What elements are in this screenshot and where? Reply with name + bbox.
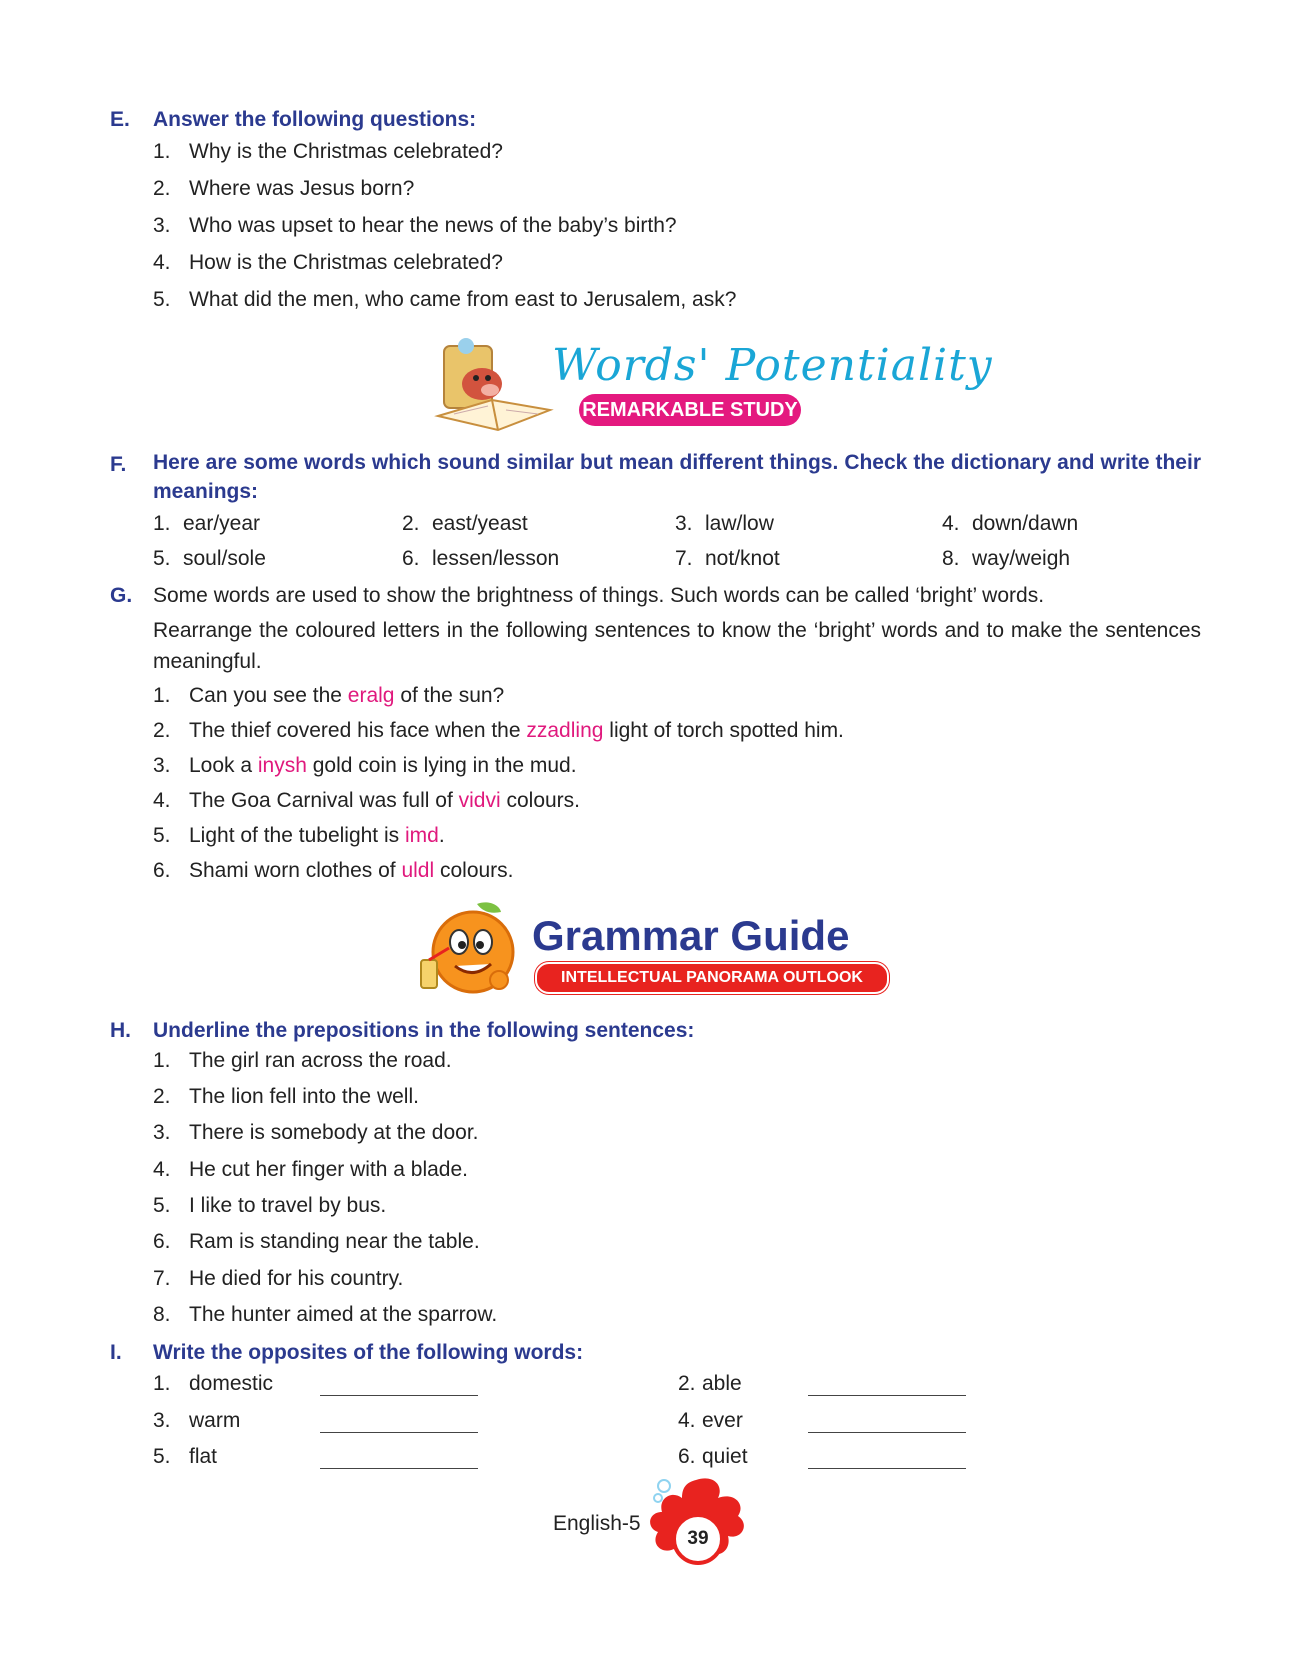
section-i-heading: Write the opposites of the following words: (153, 1341, 584, 1364)
list-item: 5. Light of the tubelight is imd. (153, 824, 445, 847)
list-item: 7. not/knot (675, 547, 780, 570)
list-item: 3. There is somebody at the door. (153, 1121, 479, 1144)
jumbled-word: uldl (401, 859, 435, 882)
section-h-heading: Underline the prepositions in the following sentences: (153, 1019, 695, 1042)
list-item: 8. way/weigh (942, 547, 1071, 570)
answer-blank[interactable] (320, 1468, 478, 1469)
list-item: 1. The girl ran across the road. (153, 1049, 452, 1072)
page-number: 39 (672, 1513, 724, 1565)
answer-blank[interactable] (808, 1395, 966, 1396)
list-item: 3. warm (153, 1409, 241, 1432)
section-f-heading: Here are some words which sound similar but mean different things. Check the dictionary and write their meanings: (153, 451, 1201, 503)
list-item: 1. ear/year (153, 512, 261, 535)
list-item: 7. He died for his country. (153, 1267, 404, 1290)
list-item: 3. law/low (675, 512, 774, 535)
section-i-letter: I. (110, 1341, 122, 1364)
jumbled-word: zzadling (526, 719, 604, 742)
list-item: 1. Why is the Christmas celebrated? (153, 140, 503, 163)
answer-blank[interactable] (320, 1432, 478, 1433)
list-item: 2. The lion fell into the well. (153, 1085, 419, 1108)
list-item: 5. I like to travel by bus. (153, 1194, 387, 1217)
book-title: English-5 (553, 1512, 641, 1535)
list-item: 5. soul/sole (153, 547, 266, 570)
list-item: 5. What did the men, who came from east to Jerusalem, ask? (153, 288, 737, 311)
banner-title: Grammar Guide (532, 912, 850, 959)
banner-subtitle: REMARKABLE STUDY (579, 394, 801, 426)
banner-title: Words' Potentiality (552, 340, 993, 391)
list-item: 2. east/yeast (402, 512, 528, 535)
section-e-heading: Answer the following questions: (153, 108, 477, 131)
answer-blank[interactable] (320, 1395, 478, 1396)
list-item: 1. Can you see the eralg of the sun? (153, 684, 505, 707)
list-item: 4. down/dawn (942, 512, 1079, 535)
list-item: 6. Shami worn clothes of uldl colours. (153, 859, 514, 882)
list-item: 4. He cut her finger with a blade. (153, 1158, 468, 1181)
reading-dog-icon (430, 338, 560, 433)
list-item: 2. The thief covered his face when the zzadling light of torch spotted him. (153, 719, 844, 742)
list-item: 4. ever (678, 1409, 743, 1432)
list-item: 3. Look a inysh gold coin is lying in the mud. (153, 754, 577, 777)
section-g-instruction: Rearrange the coloured letters in the following sentences to know the ‘bright’ words and to make the sentences meaningful. (153, 619, 1201, 673)
banner-subtitle: INTELLECTUAL PANORAMA OUTLOOK (535, 962, 889, 994)
list-item: 1. domestic (153, 1372, 274, 1395)
orange-mascot-icon (415, 900, 525, 1000)
list-item: 5. flat (153, 1445, 218, 1468)
list-item: 4. How is the Christmas celebrated? (153, 251, 503, 274)
jumbled-word: inysh (257, 754, 307, 777)
answer-blank[interactable] (808, 1432, 966, 1433)
section-g-intro: Some words are used to show the brightness of things. Such words can be called ‘bright’ words. (153, 584, 1045, 607)
list-item: 8. The hunter aimed at the sparrow. (153, 1303, 498, 1326)
list-item: 3. Who was upset to hear the news of the baby’s birth? (153, 214, 677, 237)
list-item: 6. quiet (678, 1445, 748, 1468)
section-g-letter: G. (110, 584, 133, 607)
list-item: 2. Where was Jesus born? (153, 177, 415, 200)
section-e-letter: E. (110, 108, 130, 131)
list-item: 6. Ram is standing near the table. (153, 1230, 480, 1253)
answer-blank[interactable] (808, 1468, 966, 1469)
jumbled-word: vidvi (458, 789, 501, 812)
list-item: 2. able (678, 1372, 742, 1395)
list-item: 4. The Goa Carnival was full of vidvi colours. (153, 789, 581, 812)
list-item: 6. lessen/lesson (402, 547, 560, 570)
jumbled-word: eralg (347, 684, 395, 707)
section-h-letter: H. (110, 1019, 131, 1042)
section-f-letter: F. (110, 453, 127, 476)
jumbled-word: imd (404, 824, 439, 847)
